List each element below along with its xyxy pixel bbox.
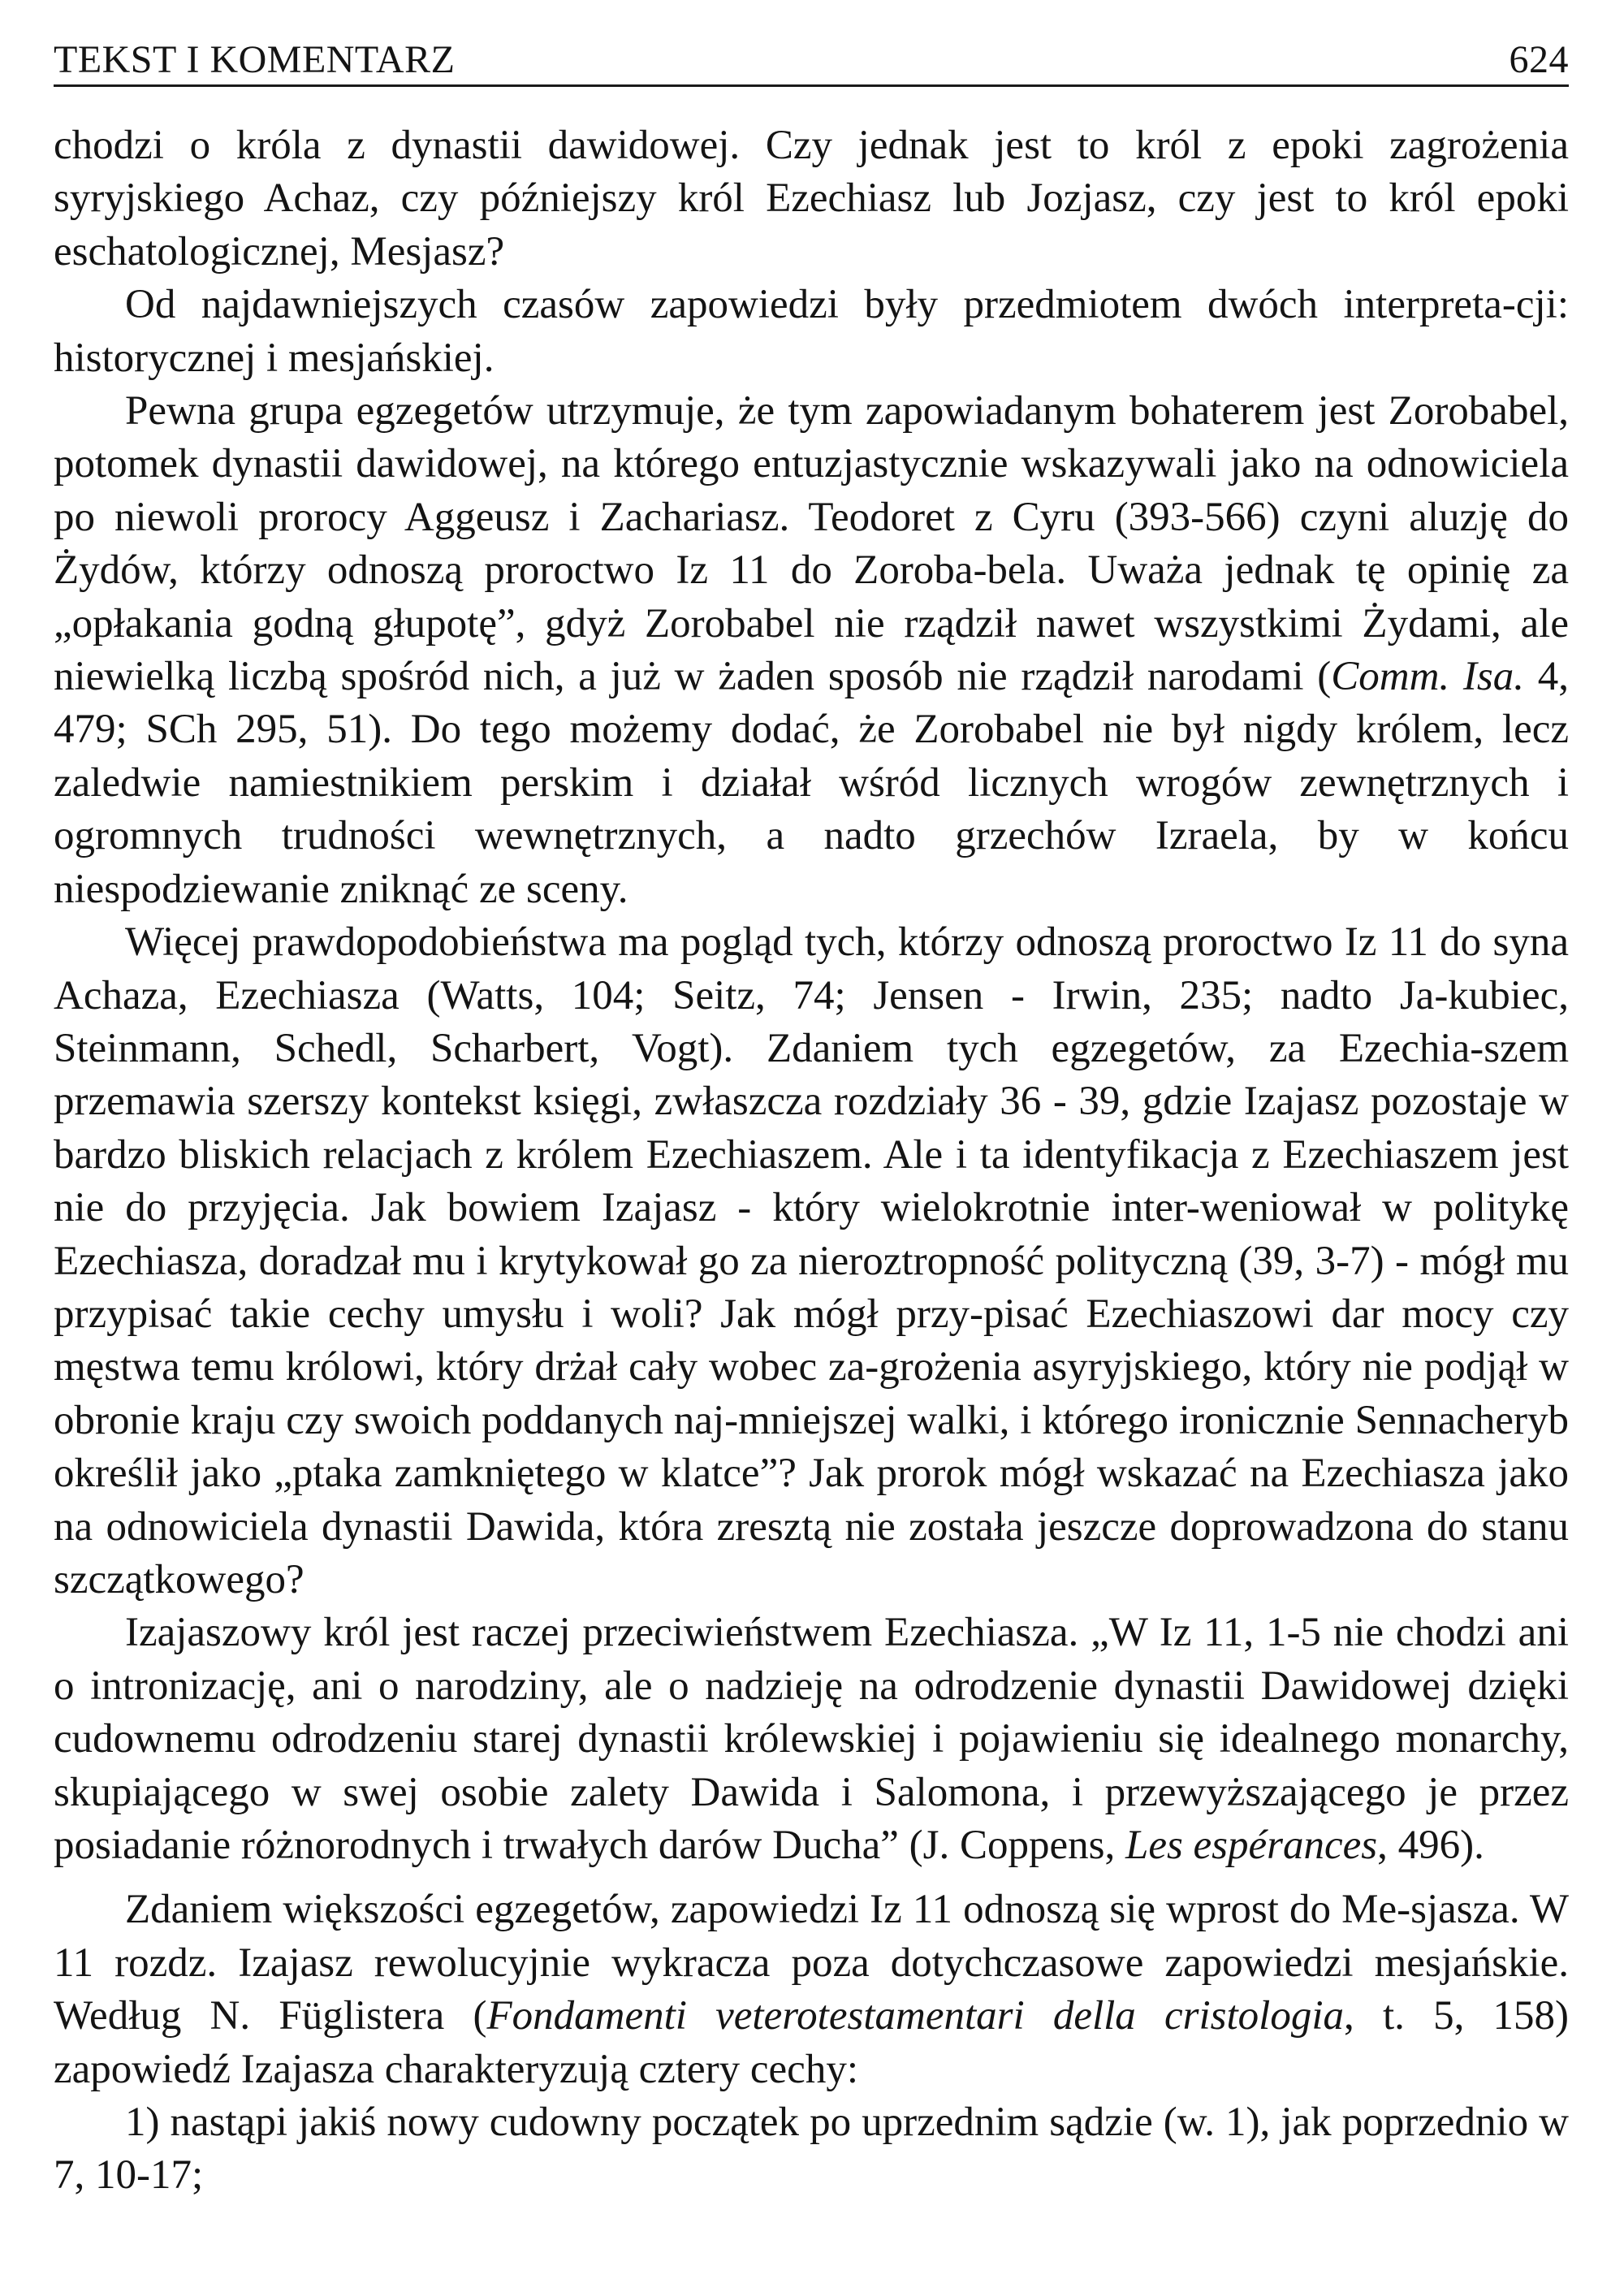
text-segment-italic: Comm. Isa. xyxy=(1331,654,1524,700)
paragraph-3 xyxy=(54,385,1569,916)
text-segment: Pewna grupa egzegetów utrzymuje, że tym zapowiadanym bohaterem jest Zorobabel, potomek dynastii dawidowej, na którego entuzjastycznie wskazywali jako na odnowiciela po niewoli prorocy Aggeusz i Zachariasz. Teodoret z Cyru (393-566) czyni aluzję do Żydów, którzy odnoszą proroctwo Iz 11 do Zoroba-bela. Uważa jednak tę opinię za „opłakania godną głupotę”, gdyż Zorobabel nie rządził nawet wszystkimi Żydami, ale niewielką liczbą spośród nich, a już w żaden sposób nie rządził narodami ( xyxy=(54,388,1569,700)
text-segment: , t. 5, 158) zapowiedź Izajasza charakteryzują cztery cechy: xyxy=(54,1993,1569,2092)
paragraph-7 xyxy=(54,2096,1569,2203)
document-page xyxy=(54,29,1569,2271)
page-number: 624 xyxy=(1509,38,1569,81)
body-text xyxy=(54,119,1569,2203)
paragraph-4 xyxy=(54,916,1569,1607)
paragraph-5 xyxy=(54,1607,1569,1872)
text-segment-italic: Les espérances xyxy=(1125,1823,1378,1868)
running-title: TEKST I KOMENTARZ xyxy=(54,38,456,81)
paragraph-2 xyxy=(54,279,1569,385)
paragraph-6 xyxy=(54,1883,1569,2096)
text-segment: Więcej prawdopodobieństwa ma pogląd tych, którzy odnoszą proroctwo Iz 11 do syna Achaza, Ezechiasza (Watts, 104; Seitz, 74; Jensen - Irwin, 235; nadto Ja-kubiec, Steinmann, Schedl, Scharbert, Vogt). Zdaniem tych egzegetów, za Ezechia-szem przemawia szerszy kontekst księgi, zwłaszcza rozdziały 36 - 39, gdzie Izajasz pozostaje w bardzo bliskich relacjach z królem Ezechiaszem. Ale i ta identyfikacja z Ezechiaszem jest nie do przyjęcia. Jak bowiem Izajasz - który wielokrotnie inter-weniował w politykę Ezechiasza, doradzał mu i krytykował go za nieroztropność polityczną (39, 3-7) - mógł mu przypisać takie cechy umysłu i woli? Jak mógł przy-pisać Ezechiaszowi dar mocy czy męstwa temu królowi, który drżał cały wobec za-grożenia asyryjskiego, który nie podjął w obronie kraju czy swoich poddanych naj-mniejszej walki, i którego ironicznie Sennacheryb określił jako „ptaka zamkniętego w klatce”? Jak prorok mógł wskazać na Ezechiasza jako na odnowiciela dynastii Dawida, która zresztą nie została jeszcze doprowadzona do stanu szczątkowego? xyxy=(54,919,1569,1602)
text-segment-italic: Fondamenti veterotestamentari della cristologia xyxy=(486,1993,1345,2039)
text-segment: 4, 479; SCh 295, 51). Do tego możemy dodać, że Zorobabel nie był nigdy królem, lecz zaledwie namiestnikiem perskim i działał wśród licznych wrogów zewnętrznych i ogromnych trudności wewnętrznych, a nadto grzechów Izraela, by w końcu niespodziewanie zniknąć ze sceny. xyxy=(54,654,1570,912)
text-segment: Zdaniem większości egzegetów, zapowiedzi Iz 11 odnoszą się wprost do Me-sjasza. W 11 rozdz. Izajasz rewolucyjnie wykracza poza dotychczasowe zapowiedzi mesjańskie. Według N. Füglistera ( xyxy=(54,1887,1569,2039)
running-header xyxy=(54,29,1569,87)
text-segment: 1) nastąpi jakiś nowy cudowny początek po uprzednim sądzie (w. 1), jak poprzednio w 7, 10-17; xyxy=(54,2100,1569,2199)
text-segment: Izajaszowy król jest raczej przeciwieństwem Ezechiasza. „W Iz 11, 1-5 nie chodzi ani o intronizację, ani o narodziny, ale o nadzieję na odrodzenie dynastii Dawidowej dzięki cudownemu odrodzeniu starej dynastii królewskiej i pojawieniu się idealnego monarchy, skupiającego w swej osobie zalety Dawida i Salomona, i przewyższającego je przez posiadanie różnorodnych i trwałych darów Ducha” (J. Coppens, xyxy=(54,1610,1569,1868)
text-segment: Od najdawniejszych czasów zapowiedzi były przedmiotem dwóch interpreta-cji: historycznej i mesjańskiej. xyxy=(54,282,1569,381)
paragraph-1 xyxy=(54,119,1569,279)
text-segment: chodzi o króla z dynastii dawidowej. Czy jednak jest to król z epoki zagrożenia syryjskiego Achaz, czy późniejszy król Ezechiasz lub Jozjasz, czy jest to król epoki eschatologicznej, Mesjasz? xyxy=(54,123,1569,275)
text-segment: , 496). xyxy=(1377,1823,1484,1868)
